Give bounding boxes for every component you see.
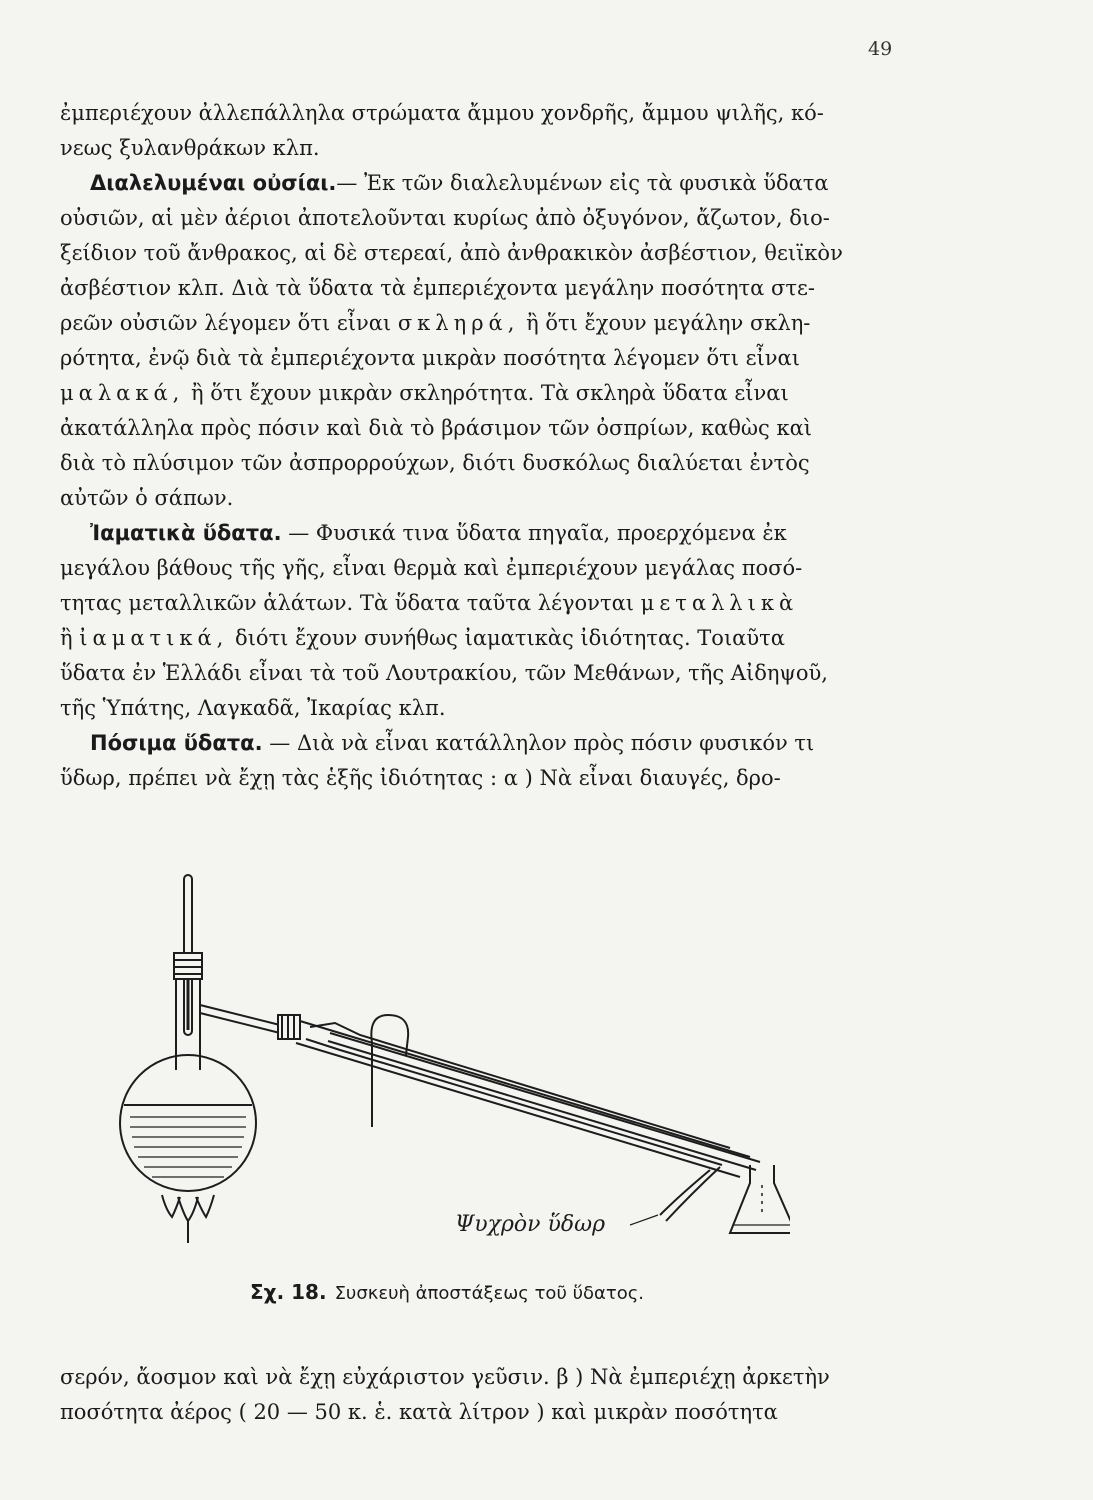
text-line: αὐτῶν ὁ σάπων. (60, 486, 234, 510)
water-hatching (130, 1117, 246, 1177)
text-line: τῆς Ὑπάτης, Λαγκαδᾶ, Ἰκαρίας κλπ. (60, 696, 446, 720)
text-line: ἀσβέστιον κλπ. Διὰ τὰ ὕδατα τὰ ἐμπεριέχοντα μεγάλην ποσότητα στε- (60, 276, 815, 300)
text-run: ἢ ὅτι ἔχουν μεγάλην σκλη- (526, 311, 811, 335)
figure-caption-text: Συσκευὴ ἀποστάξεως τοῦ ὕδατος. (334, 1283, 645, 1304)
text-run: ἢ ὅτι ἔχουν μικρὰν σκληρότητα. Τὰ σκληρὰ ὕδατα εἶναι (191, 381, 789, 405)
page-number: 49 (868, 38, 893, 60)
text-line: οὐσιῶν, αἱ μὲν ἀέριοι ἀποτελοῦνται κυρίως ἀπὸ ὀξυγόνον, ἄζωτον, διο- (60, 206, 830, 230)
distillation-apparatus-figure (110, 865, 790, 1245)
text-run: — Ἐκ τῶν διαλελυμένων εἰς τὰ φυσικὰ ὕδατα (336, 171, 829, 195)
text-line: νεως ξυλανθράκων κλπ. (60, 136, 320, 160)
text-line (60, 621, 910, 656)
text-line: σερόν, ἄοσμον καὶ νὰ ἔχῃ εὐχάριστον γεῦσιν. β ) Νὰ ἐμπεριέχῃ ἀρκετὴν (60, 1365, 830, 1389)
text-line: μεγάλου βάθους τῆς γῆς, εἶναι θερμὰ καὶ ἐμπεριέχουν μεγάλας ποσό- (60, 556, 803, 580)
round-flask (120, 1055, 256, 1191)
text-run: — Φυσικά τινα ὕδατα πηγαῖα, προερχόμενα ἐκ (288, 521, 787, 545)
main-text (60, 96, 910, 796)
burner-flame (162, 1195, 214, 1243)
text-line (60, 376, 910, 411)
section-heading-dissolved: Διαλελυμέναι οὐσίαι. (90, 171, 337, 195)
side-arm (200, 1005, 280, 1033)
figure-number: Σχ. 18. (250, 1280, 327, 1304)
paragraph-healing-first-line (60, 516, 910, 551)
connector-clamp (278, 1015, 300, 1039)
figure-caption (250, 1280, 644, 1304)
text-line: διὰ τὸ πλύσιμον τῶν ἀσπρορρούχων, διότι δυσκόλως διαλύεται ἐντὸς (60, 451, 810, 475)
section-heading-potable: Πόσιμα ὕδατα. (90, 731, 263, 755)
text-line (60, 306, 910, 341)
water-inlet (660, 1167, 720, 1221)
paragraph-potable-first-line (60, 726, 910, 761)
spaced-term-healing: ἰαματικά, (79, 626, 229, 650)
cold-water-label: Ψυχρὸν ὕδωρ (455, 1212, 606, 1237)
continued-text (60, 1360, 910, 1430)
text-line: ἀκατάλληλα πρὸς πόσιν καὶ διὰ τὸ βράσιμον τῶν ὀσπρίων, καθὼς καὶ (60, 416, 813, 440)
distillation-diagram (110, 865, 790, 1245)
text-run: τητας μεταλλικῶν ἁλάτων. Τὰ ὕδατα ταῦτα λέγονται (60, 591, 634, 615)
text-line: ρότητα, ἐνῷ διὰ τὰ ἐμπεριέχοντα μικρὰν ποσότητα λέγομεν ὅτι εἶναι (60, 346, 800, 370)
text-run: — Διὰ νὰ εἶναι κατάλληλον πρὸς πόσιν φυσικόν τι (269, 731, 815, 755)
text-line: ὕδωρ, πρέπει νὰ ἔχῃ τὰς ἑξῆς ἰδιότητας : α ) Νὰ εἶναι διαυγές, δρο- (60, 766, 781, 790)
label-pointer (630, 1215, 658, 1225)
stopper (174, 953, 202, 979)
inner-tube (328, 1033, 760, 1170)
spaced-term-hard: σκληρά, (397, 311, 520, 335)
spaced-term-metallic: μεταλλικὰ (640, 591, 799, 615)
spaced-term-soft: μαλακά, (60, 381, 185, 405)
text-line: ποσότητα ἀέρος ( 20 — 50 κ. ἑ. κατὰ λίτρον ) καὶ μικρὰν ποσότητα (60, 1400, 778, 1424)
receiving-flask (730, 1165, 790, 1233)
text-line (60, 586, 910, 621)
text-run: διότι ἔχουν συνήθως ἰαματικὰς ἰδιότητας. Τοιαῦτα (235, 626, 785, 650)
text-line: ξείδιον τοῦ ἄνθρακος, αἱ δὲ στερεαί, ἀπὸ ἀνθρακικὸν ἀσβέστιον, θειϊκὸν (60, 241, 843, 265)
section-heading-healing: Ἰαματικὰ ὕδατα. (90, 521, 282, 545)
text-line: ὕδατα ἐν Ἑλλάδι εἶναι τὰ τοῦ Λουτρακίου, τῶν Μεθάνων, τῆς Αἰδηψοῦ, (60, 661, 828, 685)
paragraph-dissolved-first-line (60, 166, 910, 201)
text-run: ἢ (60, 626, 73, 650)
text-line: ἐμπεριέχουν ἀλλεπάλληλα στρώματα ἄμμου χονδρῆς, ἄμμου ψιλῆς, κό- (60, 101, 824, 125)
text-run: ρεῶν οὐσιῶν λέγομεν ὅτι εἶναι (60, 311, 392, 335)
